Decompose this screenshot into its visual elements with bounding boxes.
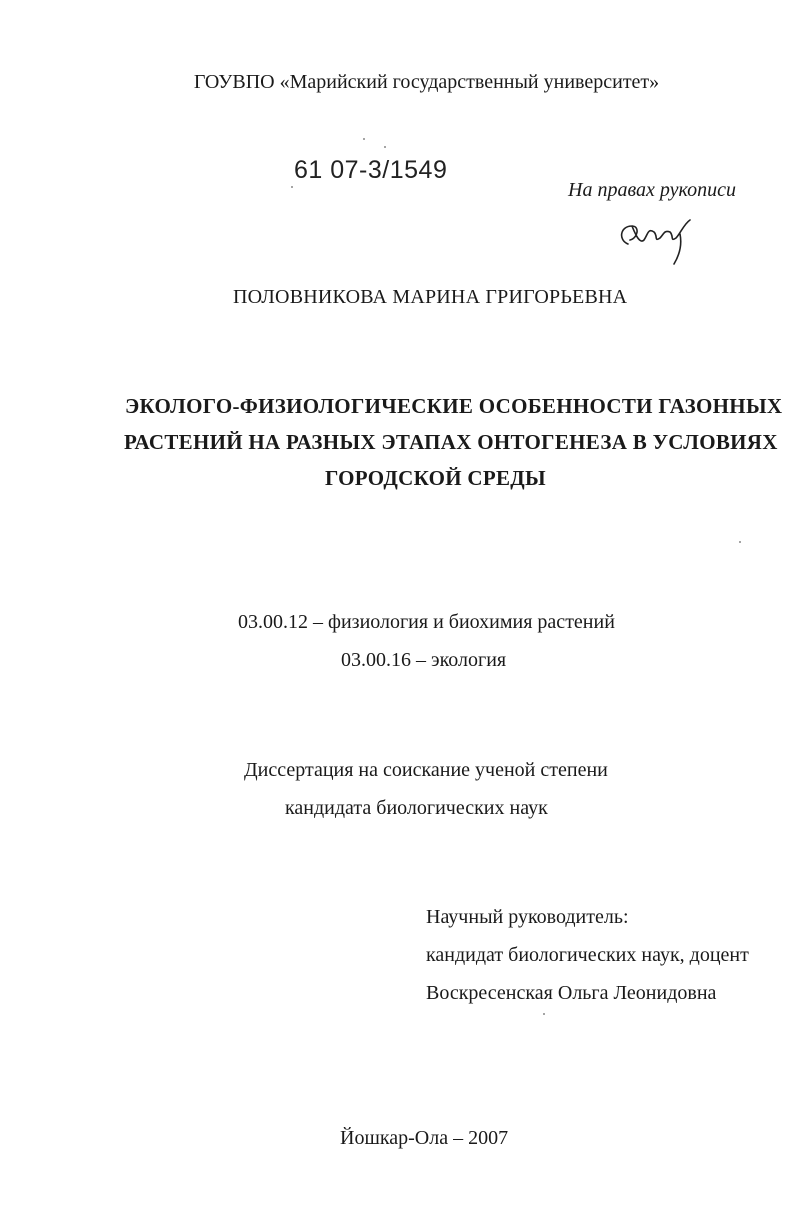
supervisor-label: Научный руководитель:: [426, 906, 629, 928]
author-signature: [614, 210, 706, 268]
degree-statement: кандидата биологических наук: [285, 797, 548, 819]
scan-speck: [543, 1013, 545, 1015]
specialty-code: 03.00.16 – экология: [341, 649, 507, 671]
specialty-code: 03.00.12 – физиология и биохимия растений: [238, 611, 615, 633]
city-and-year: Йошкар-Ола – 2007: [340, 1127, 509, 1149]
university-name: ГОУВПО «Марийский государственный университет»: [193, 71, 660, 93]
scan-speck: [384, 146, 386, 148]
library-stamp-code: 61 07-3/1549: [294, 156, 448, 184]
dissertation-title-line: ЭКОЛОГО-ФИЗИОЛОГИЧЕСКИЕ ОСОБЕННОСТИ ГАЗОННЫХ: [125, 394, 783, 418]
manuscript-rights-note: На правах рукописи: [568, 179, 736, 201]
scan-speck: [739, 541, 741, 543]
dissertation-title-line: РАСТЕНИЙ НА РАЗНЫХ ЭТАПАХ ОНТОГЕНЕЗА В УСЛОВИЯХ: [124, 430, 778, 454]
degree-statement: Диссертация на соискание ученой степени: [244, 759, 608, 781]
supervisor-degree: кандидат биологических наук, доцент: [426, 944, 749, 966]
scan-speck: [363, 138, 365, 140]
author-name: ПОЛОВНИКОВА МАРИНА ГРИГОРЬЕВНА: [233, 286, 628, 308]
scan-speck: [291, 186, 293, 188]
dissertation-title-line: ГОРОДСКОЙ СРЕДЫ: [325, 466, 546, 490]
supervisor-name: Воскресенская Ольга Леонидовна: [426, 982, 717, 1004]
